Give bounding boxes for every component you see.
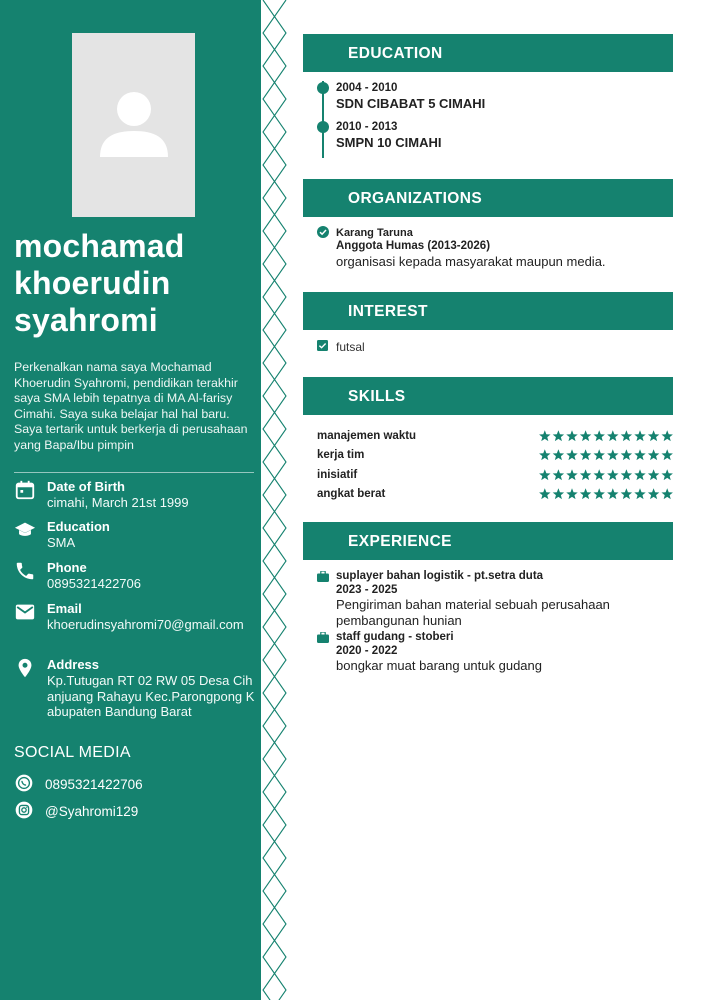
rating-star-icon xyxy=(539,430,550,441)
rating-star-icon xyxy=(661,430,672,441)
avatar-icon xyxy=(100,91,168,159)
contact-date-of-birth xyxy=(14,479,256,513)
timeline-dot xyxy=(317,82,329,94)
rating-star-icon xyxy=(607,430,618,441)
contact-title: Date of Birth xyxy=(47,479,125,494)
name-line-2: khoerudin xyxy=(14,265,171,301)
skill-name: angkat berat xyxy=(317,488,386,500)
skill-rating-stars xyxy=(538,449,674,461)
experience-description: Pengiriman bahan material sebuah perusahaan pembangunan hunian xyxy=(336,597,610,628)
check-circle-icon xyxy=(317,226,329,238)
rating-star-icon xyxy=(621,430,632,441)
interest-item: futsal xyxy=(336,340,365,354)
rating-star-icon xyxy=(553,449,564,460)
section-header-education xyxy=(303,34,673,72)
education-school: SDN CIBABAT 5 CIMAHI xyxy=(336,96,486,111)
rating-star-icon xyxy=(539,488,550,499)
contact-phone xyxy=(14,560,256,594)
contact-address xyxy=(14,657,256,737)
rating-star-icon xyxy=(661,469,672,480)
education-years: 2004 - 2010 xyxy=(336,82,398,94)
contact-education xyxy=(14,519,256,553)
whatsapp-icon xyxy=(14,773,34,793)
skill-rating-stars xyxy=(538,488,674,500)
skill-name: manajemen waktu xyxy=(317,430,417,442)
rating-star-icon xyxy=(566,449,577,460)
rating-star-icon xyxy=(661,488,672,499)
social-value: @Syahromi129 xyxy=(45,804,139,819)
section-header-skills xyxy=(303,377,673,415)
contact-title: Email xyxy=(47,601,82,616)
contact-title: Phone xyxy=(47,560,87,575)
contact-title: Education xyxy=(47,519,110,534)
section-title: EXPERIENCE xyxy=(348,533,452,550)
divider xyxy=(14,472,254,473)
contact-value: cimahi, March 21st 1999 xyxy=(47,495,189,510)
rating-star-icon xyxy=(539,449,550,460)
rating-star-icon xyxy=(580,488,591,499)
organization-name: Karang Taruna xyxy=(336,227,413,239)
section-title: EDUCATION xyxy=(348,45,443,62)
graduation-cap-icon xyxy=(14,519,36,541)
section-header-organizations xyxy=(303,179,673,217)
timeline-dot xyxy=(317,121,329,133)
rating-star-icon xyxy=(634,430,645,441)
rating-star-icon xyxy=(593,488,604,499)
social-value: 0895321422706 xyxy=(45,777,143,792)
experience-title: suplayer bahan logistik - pt.setra duta xyxy=(336,570,544,582)
section-header-interest xyxy=(303,292,673,330)
rating-star-icon xyxy=(621,469,632,480)
skill-name: kerja tim xyxy=(317,449,365,461)
rating-star-icon xyxy=(661,449,672,460)
skill-name: inisiatif xyxy=(317,469,358,481)
section-title: INTEREST xyxy=(348,303,428,320)
rating-star-icon xyxy=(566,488,577,499)
rating-star-icon xyxy=(580,469,591,480)
rating-star-icon xyxy=(566,430,577,441)
check-box-icon xyxy=(317,340,328,351)
sidebar xyxy=(0,0,261,1000)
skill-rating-stars xyxy=(538,469,674,481)
section-title: SKILLS xyxy=(348,388,406,405)
rating-star-icon xyxy=(648,449,659,460)
education-years: 2010 - 2013 xyxy=(336,121,398,133)
full-name xyxy=(14,228,254,339)
contact-title: Address xyxy=(47,657,100,672)
social-whatsapp xyxy=(14,773,254,795)
rating-star-icon xyxy=(607,488,618,499)
rating-star-icon xyxy=(593,430,604,441)
rating-star-icon xyxy=(566,469,577,480)
experience-years: 2023 - 2025 xyxy=(336,584,398,596)
rating-star-icon xyxy=(607,449,618,460)
skill-rating-stars xyxy=(538,430,674,442)
rating-star-icon xyxy=(607,469,618,480)
contact-value: SMA xyxy=(47,535,76,550)
contact-value: Kp.Tutugan RT 02 RW 05 Desa Cihanjuang Rahayu Kec.Parongpong Kabupaten Bandung Barat xyxy=(47,673,255,719)
calendar-icon xyxy=(14,479,36,501)
experience-description: bongkar muat barang untuk gudang xyxy=(336,658,542,673)
rating-star-icon xyxy=(634,488,645,499)
rating-star-icon xyxy=(539,469,550,480)
social-media-title: SOCIAL MEDIA xyxy=(14,744,131,761)
organization-role: Anggota Humas (2013-2026) xyxy=(336,240,491,252)
about-text: Perkenalkan nama saya Mochamad Khoerudin Syahromi, pendidikan terakhir saya SMA lebih tepatnya di MA Al-farisy Cimahi. Saya suka belajar hal hal baru. Saya tertarik untuk berkerja di perusahaan yang Bapa/Ibu pimpin xyxy=(14,360,248,452)
name-line-1: mochamad xyxy=(14,228,185,264)
instagram-icon xyxy=(14,800,34,820)
education-school: SMPN 10 CIMAHI xyxy=(336,135,442,150)
rating-star-icon xyxy=(593,469,604,480)
contact-value: 0895321422706 xyxy=(47,576,141,591)
rating-star-icon xyxy=(580,449,591,460)
diamond-lattice-divider xyxy=(261,0,288,1000)
rating-star-icon xyxy=(634,469,645,480)
rating-star-icon xyxy=(648,488,659,499)
rating-star-icon xyxy=(648,430,659,441)
experience-title: staff gudang - stoberi xyxy=(336,631,454,643)
section-header-experience xyxy=(303,522,673,560)
social-instagram xyxy=(14,800,254,822)
rating-star-icon xyxy=(621,488,632,499)
rating-star-icon xyxy=(648,469,659,480)
briefcase-icon xyxy=(317,571,329,582)
experience-years: 2020 - 2022 xyxy=(336,645,398,657)
briefcase-icon xyxy=(317,632,329,643)
rating-star-icon xyxy=(553,430,564,441)
rating-star-icon xyxy=(621,449,632,460)
rating-star-icon xyxy=(553,488,564,499)
location-pin-icon xyxy=(14,657,36,679)
rating-star-icon xyxy=(553,469,564,480)
contact-value: khoerudinsyahromi70@gmail.com xyxy=(47,617,244,632)
rating-star-icon xyxy=(634,449,645,460)
section-title: ORGANIZATIONS xyxy=(348,190,483,207)
contact-email xyxy=(14,601,256,651)
rating-star-icon xyxy=(593,449,604,460)
rating-star-icon xyxy=(580,430,591,441)
mail-icon xyxy=(14,601,36,623)
profile-photo-placeholder xyxy=(72,33,195,217)
organization-description: organisasi kepada masyarakat maupun media. xyxy=(336,254,606,269)
phone-icon xyxy=(14,560,36,582)
name-line-3: syahromi xyxy=(14,302,158,338)
